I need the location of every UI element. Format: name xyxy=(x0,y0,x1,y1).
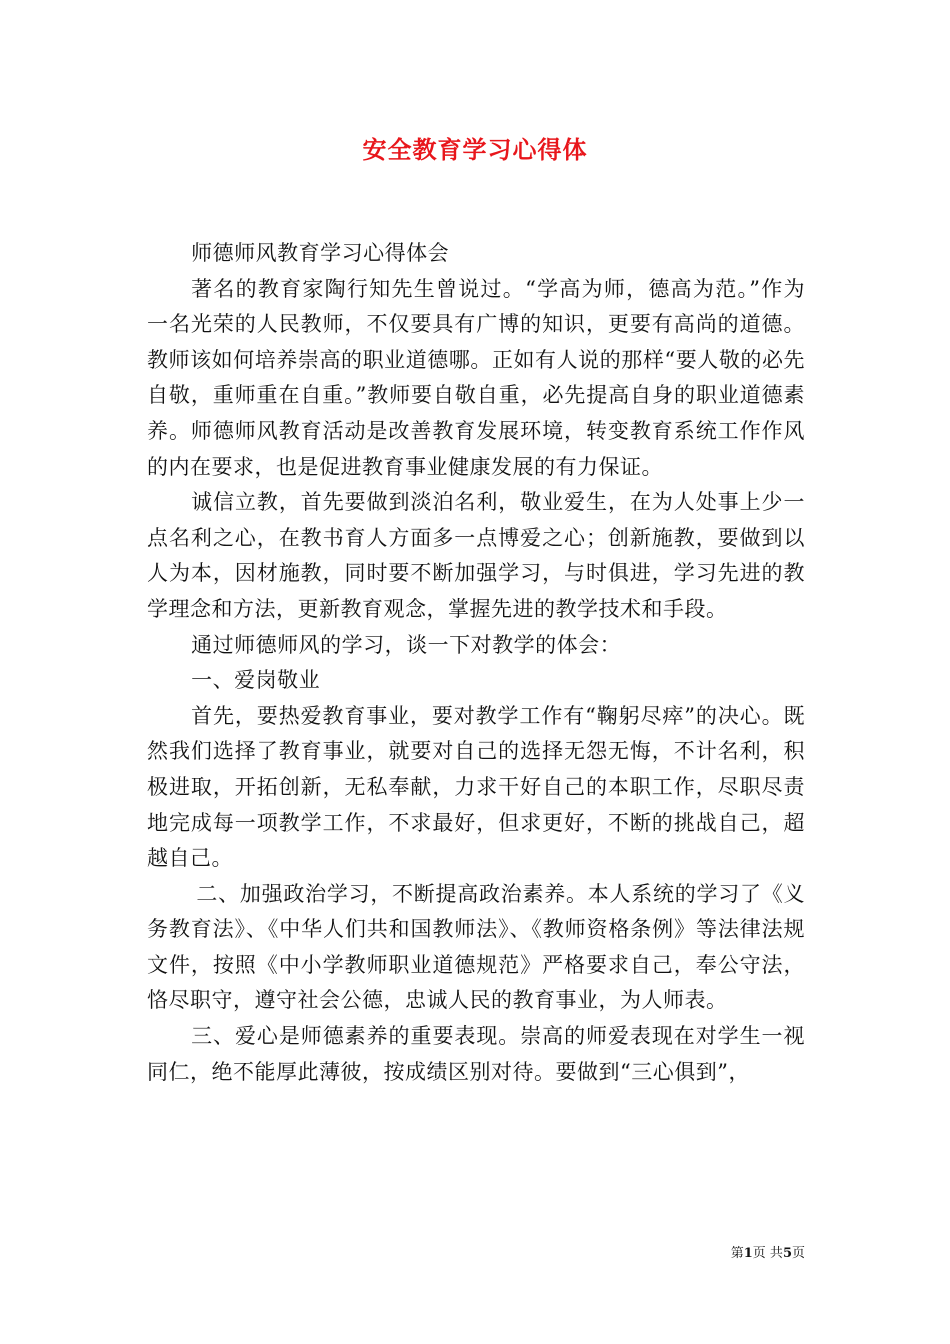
page-number-total: 5 xyxy=(782,1246,792,1261)
paragraph: 著名的教育家陶行知先生曾说过。“学高为师，德高为范。”作为一名光荣的人民教师，不仅要具有广博的知识，更要有高尚的道德。教师该如何培养崇高的职业道德哪。正如有人说的那样“要人敬的必先自敬，重师重在自重。”教师要自敬自重，必先提高自身的职业道德素养。师德师风教育活动是改善教育发展环境，转变教育系统工作作风的内在要求，也是促进教育事业健康发展的有力保证。 xyxy=(147,276,805,479)
page-number-current: 1 xyxy=(743,1246,753,1261)
page-number xyxy=(640,1245,805,1263)
document-body xyxy=(147,236,805,1090)
paragraph: 通过师德师风的学习，谈一下对教学的体会： xyxy=(191,632,622,657)
paragraph-heading: 师德师风教育学习心得体会 xyxy=(191,241,450,265)
paragraph: 首先，要热爱教育事业，要对教学工作有“鞠躬尽瘁”的决心。既然我们选择了教育事业，就要对自己的选择无怨无悔，不计名利，积极进取，开拓创新，无私奉献，力求干好自己的本职工作，尽职尽责地完成每一项教学工作，不求最好，但求更好，不断的挑战自己，超越自己。 xyxy=(147,703,805,871)
paragraph: 二、加强政治学习，不断提高政治素养。本人系统的学习了《义务教育法》、《中华人们共和国教师法》、《教师资格条例》等法律法规文件，按照《中小学教师职业道德规范》严格要求自己，奉公守法，恪尽职守，遵守社会公德，忠诚人民的教育事业，为人师表。 xyxy=(147,881,805,1013)
paragraph: 诚信立教，首先要做到淡泊名利，敬业爱生，在为人处事上少一点名利之心，在教书育人方面多一点博爱之心；创新施教，要做到以人为本，因材施教，同时要不断加强学习，与时俱进，学习先进的教学理念和方法，更新教育观念，掌握先进的教学技术和手段。 xyxy=(147,490,805,621)
page-number-prefix: 第 xyxy=(730,1246,744,1261)
page-number-suffix: 页 xyxy=(791,1246,805,1261)
paragraph: 三、爱心是师德素养的重要表现。崇高的师爱表现在对学生一视同仁，绝不能厚此薄彼，按成绩区别对待。要做到“三心俱到”， xyxy=(147,1024,805,1084)
section-heading: 一、爱岗敬业 xyxy=(191,668,321,693)
document-title: 安全教育学习心得体 xyxy=(362,135,588,164)
page-number-middle: 页 共 xyxy=(752,1246,783,1261)
